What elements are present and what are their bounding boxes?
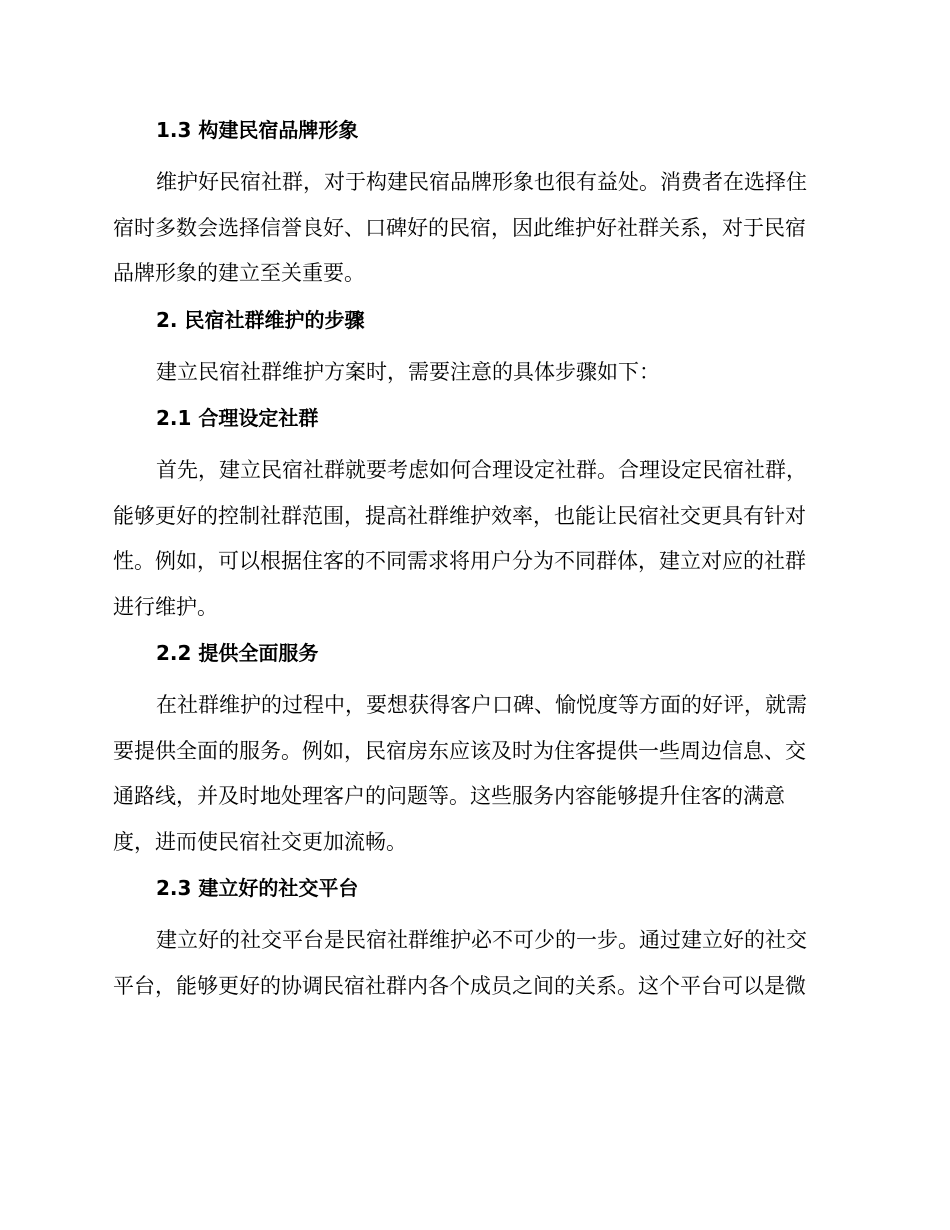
paragraph-line: 维护好民宿社群，对于构建民宿品牌形象也很有益处。消费者在选择住 <box>156 170 807 194</box>
paragraph-brand-image <box>113 160 833 297</box>
paragraph-social-platform <box>113 918 833 1009</box>
paragraph-line: 建立好的社交平台是民宿社群维护必不可少的一步。通过建立好的社交 <box>156 928 807 952</box>
section-heading-2: 2. 民宿社群维护的步骤 <box>156 307 365 332</box>
paragraph-line: 首先，建立民宿社群就要考虑如何合理设定社群。合理设定民宿社群， <box>156 458 807 482</box>
paragraph-set-community <box>113 448 833 630</box>
section-heading-2-2: 2.2 提供全面服务 <box>156 641 319 665</box>
section-heading-2-3: 2.3 建立好的社交平台 <box>156 876 359 900</box>
paragraph-line: 平台，能够更好的协调民宿社群内各个成员之间的关系。这个平台可以是微 <box>113 973 806 998</box>
paragraph-line: 要提供全面的服务。例如，民宿房东应该及时为住客提供一些周边信息、交 <box>113 738 806 763</box>
paragraph-line: 宿时多数会选择信誉良好、口碑好的民宿，因此维护好社群关系，对于民宿 <box>113 215 806 240</box>
paragraph-line: 能够更好的控制社群范围，提高社群维护效率，也能让民宿社交更具有针对 <box>113 503 806 528</box>
paragraph-line: 建立民宿社群维护方案时，需要注意的具体步骤如下： <box>156 359 660 384</box>
paragraph-line: 度，进而使民宿社交更加流畅。 <box>113 829 407 854</box>
section-heading-1-3: 1.3 构建民宿品牌形象 <box>156 118 359 142</box>
paragraph-full-service <box>113 683 833 865</box>
paragraph-line: 在社群维护的过程中，要想获得客户口碑、愉悦度等方面的好评，就需 <box>156 693 807 717</box>
paragraph-line: 品牌形象的建立至关重要。 <box>113 261 365 285</box>
paragraph-line: 进行维护。 <box>113 594 218 619</box>
paragraph-line: 通路线，并及时地处理客户的问题等。这些服务内容能够提升住客的满意 <box>113 784 785 808</box>
section-heading-2-1: 2.1 合理设定社群 <box>156 406 319 430</box>
paragraph-line: 性。例如，可以根据住客的不同需求将用户分为不同群体，建立对应的社群 <box>113 549 806 573</box>
document-page <box>113 110 833 1009</box>
paragraph-steps-intro <box>113 350 833 396</box>
